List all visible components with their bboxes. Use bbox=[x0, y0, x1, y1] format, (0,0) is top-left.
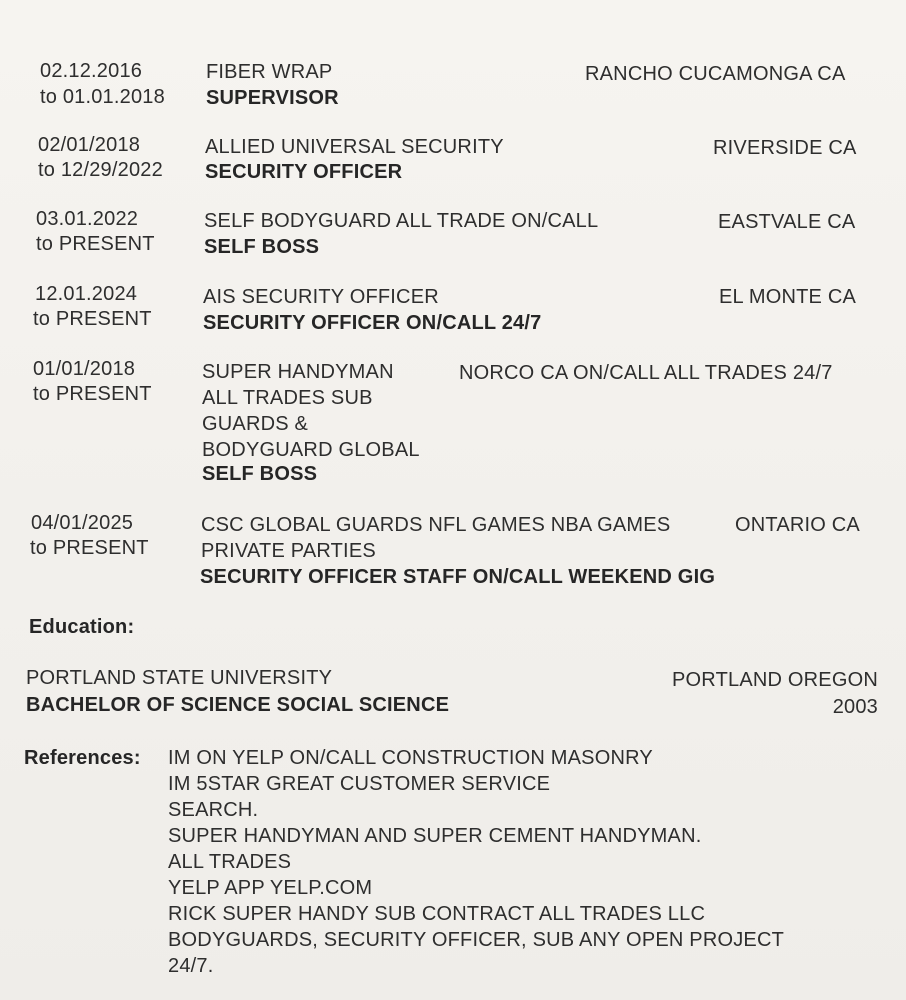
job-5-company-line: SUPER HANDYMAN bbox=[202, 361, 394, 383]
job-4-from: 12.01.2024 bbox=[35, 283, 138, 305]
job-1-from: 02.12.2016 bbox=[40, 60, 143, 82]
job-4-to: to PRESENT bbox=[33, 308, 152, 330]
job-5-company-line: BODYGUARD GLOBAL bbox=[202, 439, 420, 461]
job-3-location: EASTVALE CA bbox=[718, 211, 856, 233]
job-2-title: SECURITY OFFICER bbox=[205, 161, 403, 183]
references-line: YELP APP YELP.COM bbox=[168, 877, 373, 899]
job-4-location: EL MONTE CA bbox=[719, 286, 857, 308]
education-school: PORTLAND STATE UNIVERSITY bbox=[26, 667, 333, 689]
references-line: ALL TRADES bbox=[168, 851, 292, 873]
education-degree: BACHELOR OF SCIENCE SOCIAL SCIENCE bbox=[26, 694, 450, 716]
job-2-from: 02/01/2018 bbox=[38, 134, 141, 156]
job-3-company: SELF BODYGUARD ALL TRADE ON/CALL bbox=[204, 210, 599, 232]
job-2-to: to 12/29/2022 bbox=[38, 159, 163, 181]
references-text bbox=[168, 745, 784, 979]
job-3-from: 03.01.2022 bbox=[36, 208, 139, 230]
job-1-company: FIBER WRAP bbox=[206, 61, 333, 83]
job-5-to: to PRESENT bbox=[33, 383, 152, 405]
job-6-title: SECURITY OFFICER STAFF ON/CALL WEEKEND GIG bbox=[200, 566, 716, 588]
job-5-title: SELF BOSS bbox=[202, 463, 318, 485]
job-3-title: SELF BOSS bbox=[204, 236, 320, 258]
job-5-company bbox=[202, 359, 420, 463]
job-5-company-line: GUARDS & bbox=[202, 413, 309, 435]
references-heading: References: bbox=[24, 747, 141, 769]
job-1-title: SUPERVISOR bbox=[206, 87, 339, 109]
job-4-title: SECURITY OFFICER ON/CALL 24/7 bbox=[203, 312, 542, 334]
references-line: RICK SUPER HANDY SUB CONTRACT ALL TRADES LLC bbox=[168, 903, 706, 925]
references-line: 24/7. bbox=[168, 955, 214, 977]
references-line: SUPER HANDYMAN AND SUPER CEMENT HANDYMAN. bbox=[168, 825, 702, 847]
job-3-to: to PRESENT bbox=[36, 233, 155, 255]
education-year: 2003 bbox=[832, 696, 878, 718]
job-6-company bbox=[201, 512, 670, 564]
job-6-from: 04/01/2025 bbox=[31, 512, 134, 534]
job-6-to: to PRESENT bbox=[30, 537, 149, 559]
job-4-company: AIS SECURITY OFFICER bbox=[203, 286, 439, 308]
education-location: PORTLAND OREGON bbox=[672, 669, 878, 691]
references-line: IM ON YELP ON/CALL CONSTRUCTION MASONRY bbox=[168, 747, 653, 769]
references-line: IM 5STAR GREAT CUSTOMER SERVICE bbox=[168, 773, 551, 795]
job-2-location: RIVERSIDE CA bbox=[713, 137, 857, 159]
job-1-to: to 01.01.2018 bbox=[40, 86, 165, 108]
job-5-location: NORCO CA ON/CALL ALL TRADES 24/7 bbox=[459, 362, 833, 384]
references-line: BODYGUARDS, SECURITY OFFICER, SUB ANY OPEN PROJECT bbox=[168, 929, 785, 951]
job-6-company-line: PRIVATE PARTIES bbox=[201, 540, 376, 562]
references-line: SEARCH. bbox=[168, 799, 259, 821]
job-2-company: ALLIED UNIVERSAL SECURITY bbox=[205, 136, 504, 158]
job-1-location: RANCHO CUCAMONGA CA bbox=[585, 63, 846, 85]
education-heading: Education: bbox=[29, 616, 135, 638]
job-6-location: ONTARIO CA bbox=[735, 514, 860, 536]
job-6-company-line: CSC GLOBAL GUARDS NFL GAMES NBA GAMES bbox=[201, 514, 671, 536]
job-5-from: 01/01/2018 bbox=[33, 358, 136, 380]
job-5-company-line: ALL TRADES SUB bbox=[202, 387, 373, 409]
